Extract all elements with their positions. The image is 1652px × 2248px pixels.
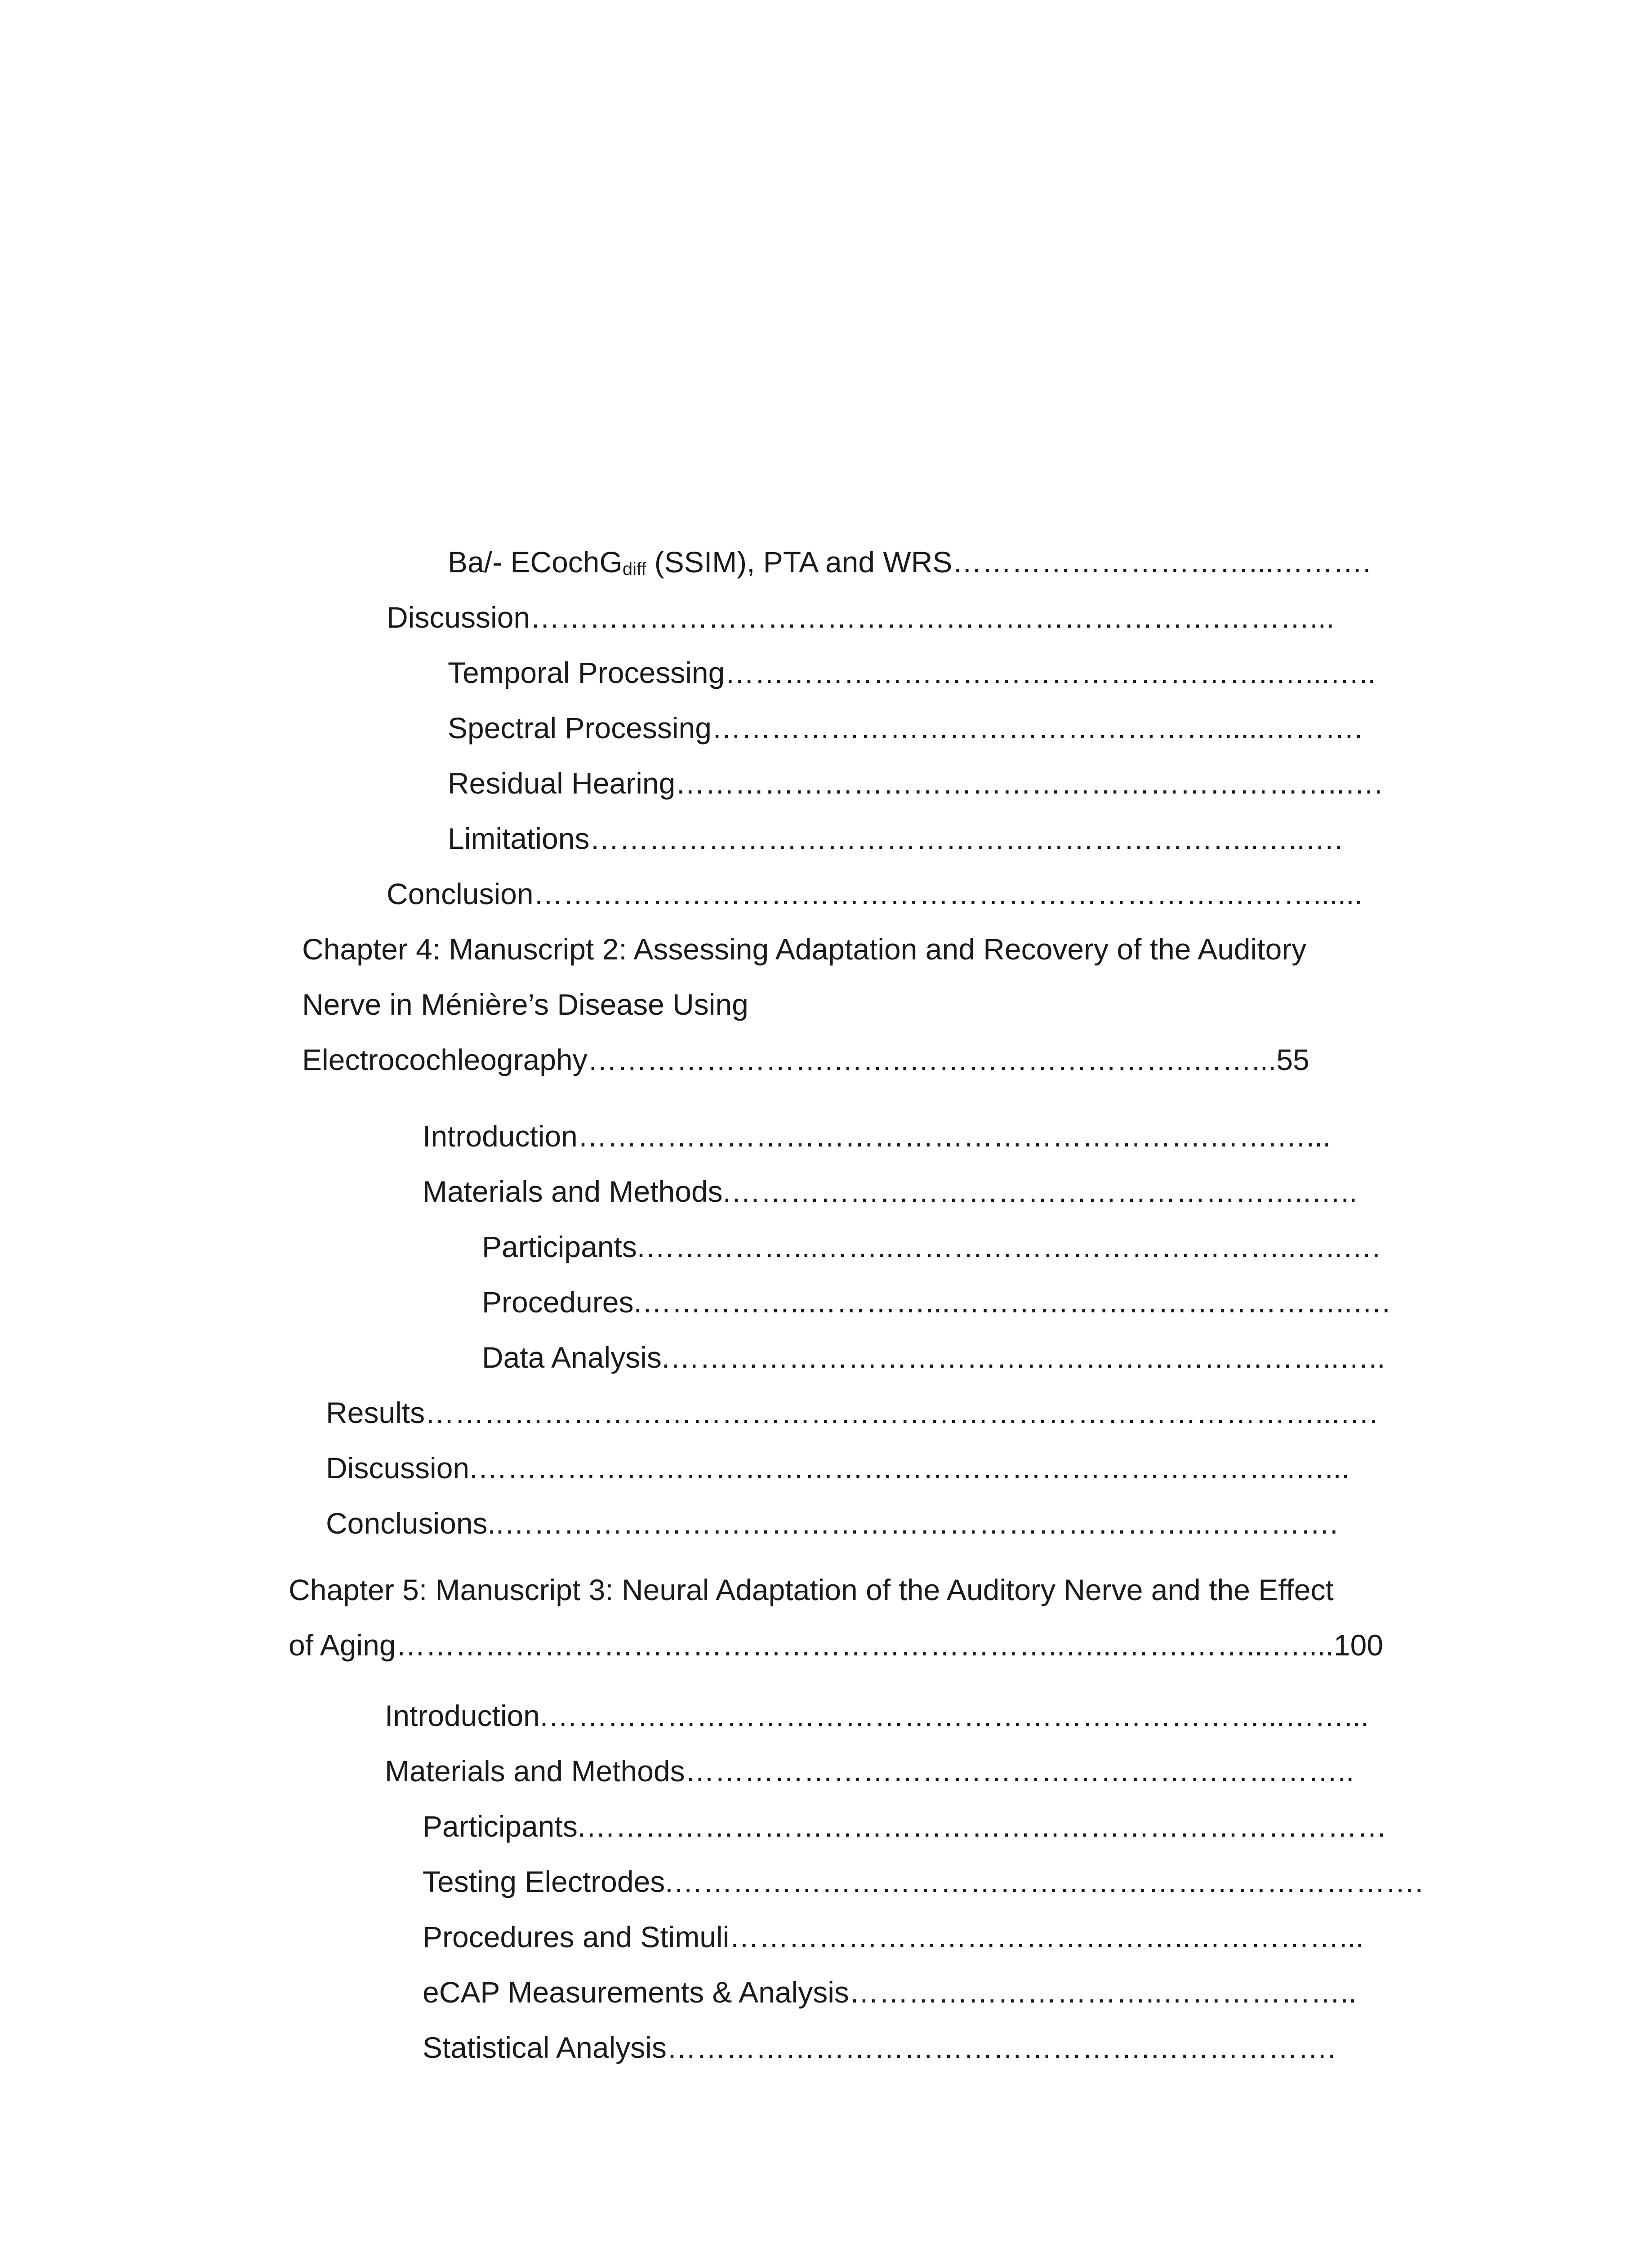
- toc-entry-ch5-participants: Participants.………………………………………………………………………: [423, 1810, 1387, 1843]
- toc-entry-ssim-leader: …………………………...……….: [952, 545, 1371, 579]
- toc-entry-ch4-materials: Materials and Methods.…………………………………………………..…..: [423, 1175, 1358, 1208]
- toc-entry-ch4-participants: Participants.……………...……..…………………………………..…..….: [482, 1230, 1380, 1263]
- toc-entry-ssim-subscript: diff: [622, 559, 646, 579]
- toc-entry-ch5-introduction: Introduction.………………………………………………………………...……...: [385, 1699, 1369, 1732]
- toc-entry-ssim: [448, 544, 1371, 584]
- toc-entry-ch5-testing-electrodes: Testing Electrodes.………………………………………………………………….: [423, 1865, 1423, 1898]
- toc-chapter5-title-line2: of Aging…………………………………………………………..…...…….……...…....100: [289, 1628, 1384, 1662]
- toc-entry-ch3-conclusion: Conclusion……………………………………………………………….……......: [387, 877, 1363, 910]
- toc-entry-ch4-data-analysis: Data Analysis.…………………………………………………………..…..: [482, 1341, 1385, 1374]
- toc-entry-temporal-processing: Temporal Processing………………………………………………..…...…..: [448, 656, 1376, 689]
- toc-entry-spectral-processing: Spectral Processing……………………………………………......……….: [448, 711, 1363, 745]
- toc-entry-ch5-ecap: eCAP Measurements & Analysis…………………………..………………..: [423, 1976, 1357, 2009]
- toc-entry-limitations: Limitations…………………………………………………………..…..….: [448, 822, 1343, 855]
- toc-entry-ch5-statistical-analysis: Statistical Analysis………………………………………….……………….: [423, 2031, 1336, 2064]
- toc-entry-ssim-prefix: Ba/- ECochG: [448, 545, 623, 579]
- toc-entry-ch4-procedures: Procedures.……………..…………...…………………………………..….: [482, 1285, 1390, 1319]
- toc-entry-ch3-discussion: Discussion…………………………………………………………….………...: [387, 601, 1335, 634]
- toc-chapter4-title-line3: Electrocochleography…………………….……..………………………..……...55: [302, 1043, 1309, 1076]
- toc-chapter4-title-line1: Chapter 4: Manuscript 2: Assessing Adaptation and Recovery of the Auditory: [302, 932, 1307, 966]
- toc-entry-ch5-procedures-stimuli: Procedures and Stimuli………………………………………..……………...: [423, 1920, 1364, 1954]
- toc-entry-ch4-conclusions: Conclusions..……………………………………………………………...………….: [326, 1507, 1338, 1540]
- toc-entry-residual-hearing: Residual Hearing…………………………………………………………..….: [448, 767, 1383, 800]
- toc-entry-ch4-discussion: Discussion.………………………………………………………………………..…...: [326, 1451, 1350, 1485]
- toc-chapter5-title-line1: Chapter 5: Manuscript 3: Neural Adaptation of the Auditory Nerve and the Effect: [289, 1573, 1334, 1606]
- toc-entry-ch5-materials: Materials and Methods…………………………………………………………..: [385, 1754, 1354, 1788]
- toc-chapter4-title-line2: Nerve in Ménière’s Disease Using: [302, 988, 748, 1021]
- toc-entry-ch4-introduction: Introduction……………………………………………………….…….…...: [423, 1120, 1331, 1153]
- toc-entry-ch4-results: Results………………………………………………………………………………...….: [326, 1396, 1378, 1429]
- toc-entry-ssim-suffix: (SSIM), PTA and WRS: [646, 545, 953, 579]
